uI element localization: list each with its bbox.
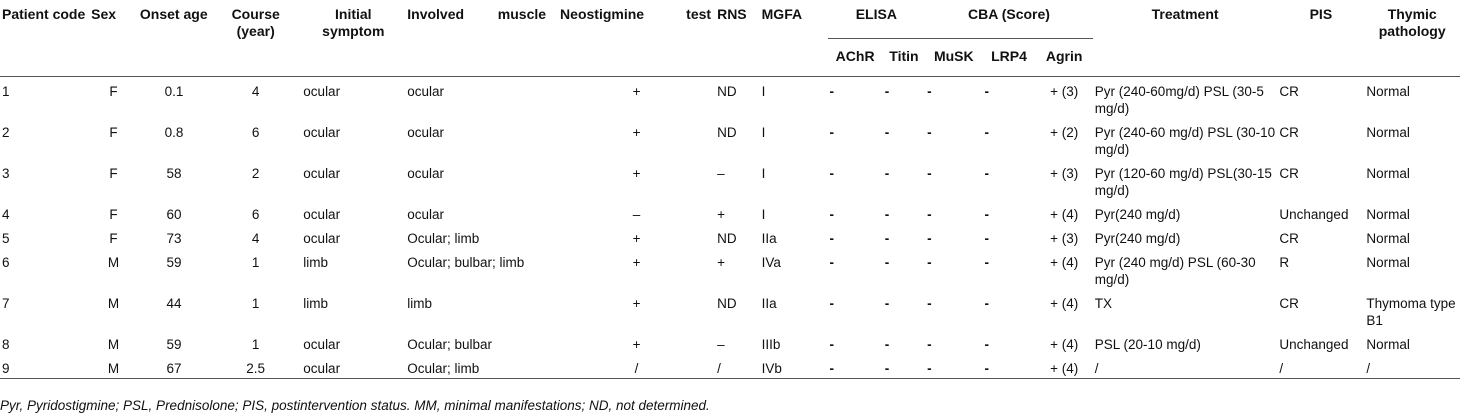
cell-titin: - (884, 166, 890, 181)
cell-neo: – (632, 207, 641, 222)
header-musk: MuSK (925, 39, 982, 77)
header-titin: Titin (883, 39, 925, 77)
cell-involved: Ocular; bulbar (407, 337, 493, 352)
cell-treatment: Pyr (240-60 mg/d) PSL (30-10 mg/d) (1094, 125, 1276, 157)
cell-sex: F (109, 84, 118, 99)
cell-thymic: Thymoma type B1 (1366, 296, 1456, 328)
cell-course: 1 (251, 296, 260, 311)
table-row (0, 248, 1460, 289)
cell-onset: 0.1 (164, 84, 184, 99)
cell-pis: CR (1279, 166, 1299, 181)
cell-course: 1 (251, 255, 260, 270)
header-patient-code: Patient code (0, 4, 89, 77)
header-involved-b: muscle (497, 6, 547, 22)
cell-sex: M (107, 255, 120, 270)
cell-mgfa: I (761, 166, 766, 181)
cell-course: 6 (251, 207, 260, 222)
cell-musk: - (925, 354, 982, 379)
cell-onset: 58 (166, 166, 182, 181)
cell-agrin: + (3) (1050, 84, 1079, 99)
header-agrin: Agrin (1035, 39, 1092, 77)
cell-involved: Ocular; limb (405, 354, 558, 379)
header-elisa: ELISA (828, 4, 926, 39)
cell-mgfa: I (761, 125, 766, 140)
cell-code: 8 (2, 337, 10, 352)
cell-onset: 60 (166, 207, 182, 222)
cell-initial: ocular (301, 354, 405, 379)
cell-musk: - (927, 337, 932, 352)
cell-sex: M (107, 296, 120, 311)
cell-treatment: Pyr (240 mg/d) PSL (60-30 mg/d) (1094, 255, 1256, 287)
cell-agrin: + (4) (1050, 255, 1079, 270)
cell-involved: ocular (407, 125, 445, 140)
cell-neo: + (632, 337, 641, 352)
cell-onset: 59 (166, 337, 182, 352)
cell-neo: / (558, 354, 715, 379)
cell-treatment: Pyr(240 mg/d) (1094, 207, 1181, 222)
cell-course: 1 (251, 337, 260, 352)
cell-titin: - (884, 296, 890, 311)
cell-titin: - (884, 207, 890, 222)
header-initial-symptom: Initial symptom (301, 4, 405, 77)
cell-course: 2 (251, 166, 260, 181)
cell-titin: - (884, 337, 890, 352)
cell-musk: - (927, 84, 932, 99)
cell-onset: 59 (166, 255, 182, 270)
header-involved-muscle (405, 4, 558, 77)
table-body (0, 77, 1460, 379)
cell-code: 5 (2, 231, 10, 246)
cell-sex: F (109, 166, 118, 181)
cell-titin: - (884, 255, 890, 270)
cell-pis: CR (1279, 231, 1299, 246)
cell-neo: + (632, 255, 641, 270)
cell-musk: - (927, 231, 932, 246)
cell-code: 2 (2, 125, 10, 140)
header-achr: AChR (828, 39, 883, 77)
cell-achr: - (829, 255, 835, 270)
cell-thymic: Normal (1366, 207, 1410, 222)
cell-achr: - (829, 125, 835, 140)
header-neo-b: test (686, 6, 712, 22)
table-row (0, 289, 1460, 330)
cell-rns: ND (717, 84, 737, 99)
cell-achr: - (829, 166, 835, 181)
cell-thymic: Normal (1366, 337, 1410, 352)
cell-code: 3 (2, 166, 10, 181)
cell-mgfa: IVa (761, 255, 781, 270)
cell-code: 6 (2, 255, 10, 270)
cell-sex: F (109, 125, 118, 140)
cell-thymic: Normal (1366, 231, 1410, 246)
header-cba: CBA (Score) (925, 4, 1093, 39)
cell-achr: - (828, 354, 883, 379)
cell-initial: ocular (303, 125, 341, 140)
cell-neo: + (632, 125, 641, 140)
cell-initial: ocular (303, 207, 341, 222)
table-row (0, 77, 1460, 119)
cell-sex: M (107, 337, 120, 352)
cell-agrin: + (3) (1050, 231, 1079, 246)
cell-code: 9 (0, 354, 89, 379)
cell-neo: + (632, 231, 641, 246)
cell-pis: / (1277, 354, 1364, 379)
cell-initial: ocular (303, 84, 341, 99)
header-treatment: Treatment (1093, 4, 1278, 77)
cell-treatment: TX (1094, 296, 1113, 311)
cell-pis: Unchanged (1279, 337, 1349, 352)
header-neostigmine-test (558, 4, 715, 77)
cell-treatment: Pyr(240 mg/d) (1094, 231, 1181, 246)
cell-titin: - (884, 231, 890, 246)
cell-musk: - (927, 207, 932, 222)
cell-lrp4: - (984, 125, 989, 140)
cell-pis: CR (1279, 84, 1299, 99)
cell-treatment: Pyr (240-60mg/d) PSL (30-5 mg/d) (1094, 84, 1264, 116)
cell-rns: – (717, 166, 725, 181)
cell-course: 2.5 (210, 354, 301, 379)
cell-involved: Ocular; bulbar; limb (407, 255, 525, 270)
cell-onset: 0.8 (164, 125, 184, 140)
table-row (0, 224, 1460, 248)
cell-thymic: Normal (1366, 255, 1410, 270)
header-involved-a: Involved (407, 6, 465, 22)
cell-thymic: Normal (1366, 125, 1410, 140)
cell-initial: limb (303, 296, 329, 311)
cell-neo: + (632, 84, 641, 99)
cell-lrp4: - (984, 231, 989, 246)
cell-pis: CR (1279, 125, 1299, 140)
cell-neo: + (632, 166, 641, 181)
cell-involved: Ocular; limb (407, 231, 480, 246)
cell-pis: Unchanged (1279, 207, 1349, 222)
cell-neo: + (632, 296, 641, 311)
cell-treatment: Pyr (120-60 mg/d) PSL(30-15 mg/d) (1094, 166, 1272, 198)
cell-sex: M (89, 354, 138, 379)
cell-lrp4: - (984, 207, 989, 222)
cell-achr: - (829, 207, 835, 222)
cell-mgfa: I (761, 84, 766, 99)
cell-lrp4: - (982, 354, 1035, 379)
cell-thymic: Normal (1366, 84, 1410, 99)
cell-onset: 73 (166, 231, 182, 246)
table-row (0, 118, 1460, 159)
cell-code: 7 (2, 296, 10, 311)
cell-initial: ocular (303, 231, 341, 246)
cell-lrp4: - (984, 296, 989, 311)
cell-agrin: + (4) (1050, 207, 1079, 222)
cell-achr: - (829, 296, 835, 311)
cell-rns: / (715, 354, 760, 379)
header-pis: PIS (1277, 4, 1364, 77)
cell-initial: ocular (303, 337, 341, 352)
table-row (0, 330, 1460, 354)
header-sex: Sex (89, 4, 138, 77)
cell-mgfa: IIa (761, 296, 777, 311)
cell-initial: limb (303, 255, 329, 270)
cell-thymic: / (1364, 354, 1460, 379)
header-row-top (0, 4, 1460, 39)
cell-mgfa: I (761, 207, 766, 222)
cell-agrin: + (2) (1050, 125, 1079, 140)
cell-course: 4 (251, 231, 260, 246)
cell-agrin: + (3) (1050, 166, 1079, 181)
cell-pis: R (1279, 255, 1290, 270)
cell-titin: - (884, 84, 890, 99)
cell-treatment: / (1093, 354, 1278, 379)
cell-involved: ocular (407, 166, 445, 181)
cell-agrin: + (4) (1035, 354, 1092, 379)
cell-course: 6 (251, 125, 260, 140)
cell-course: 4 (251, 84, 260, 99)
cell-lrp4: - (984, 337, 989, 352)
cell-sex: F (109, 231, 118, 246)
header-thymic-pathology: Thymic pathology (1364, 4, 1460, 77)
cell-involved: ocular (407, 84, 445, 99)
cell-rns: ND (717, 231, 737, 246)
cell-code: 4 (2, 207, 10, 222)
cell-mgfa: IIIb (761, 337, 781, 352)
cell-achr: - (829, 84, 835, 99)
table-footnote: Pyr, Pyridostigmine; PSL, Prednisolone; PIS, postintervention status. MM, minimal manifestations; ND, not determined. (0, 398, 710, 413)
cell-musk: - (927, 166, 932, 181)
table-row (0, 200, 1460, 224)
cell-rns: ND (717, 296, 737, 311)
cell-pis: CR (1279, 296, 1299, 311)
cell-rns: – (717, 337, 725, 352)
cell-rns: ND (717, 125, 737, 140)
cell-musk: - (927, 255, 932, 270)
cell-musk: - (927, 296, 932, 311)
cell-rns: + (717, 207, 725, 222)
header-mgfa: MGFA (760, 4, 828, 77)
cell-rns: + (717, 255, 725, 270)
cell-titin: - (883, 354, 925, 379)
cell-treatment: PSL (20-10 mg/d) (1094, 337, 1201, 352)
header-course: Course (year) (210, 4, 301, 77)
header-neo-a: Neostigmine (560, 6, 645, 22)
header-rns: RNS (715, 4, 760, 77)
cell-mgfa: IVb (760, 354, 828, 379)
cell-onset: 67 (138, 354, 210, 379)
patient-table (0, 4, 1460, 379)
cell-initial: ocular (303, 166, 341, 181)
cell-titin: - (884, 125, 890, 140)
cell-agrin: + (4) (1050, 337, 1079, 352)
cell-involved: limb (407, 296, 433, 311)
cell-involved: ocular (407, 207, 445, 222)
cell-achr: - (829, 231, 835, 246)
cell-code: 1 (2, 84, 10, 99)
cell-lrp4: - (984, 255, 989, 270)
header-lrp4: LRP4 (982, 39, 1035, 77)
cell-onset: 44 (166, 296, 182, 311)
cell-lrp4: - (984, 166, 989, 181)
cell-musk: - (927, 125, 932, 140)
cell-agrin: + (4) (1050, 296, 1079, 311)
table-row (0, 354, 1460, 379)
cell-thymic: Normal (1366, 166, 1410, 181)
table-row (0, 159, 1460, 200)
cell-mgfa: IIa (761, 231, 777, 246)
header-onset-age: Onset age (138, 4, 210, 77)
cell-sex: F (109, 207, 118, 222)
cell-achr: - (829, 337, 835, 352)
cell-lrp4: - (984, 84, 989, 99)
